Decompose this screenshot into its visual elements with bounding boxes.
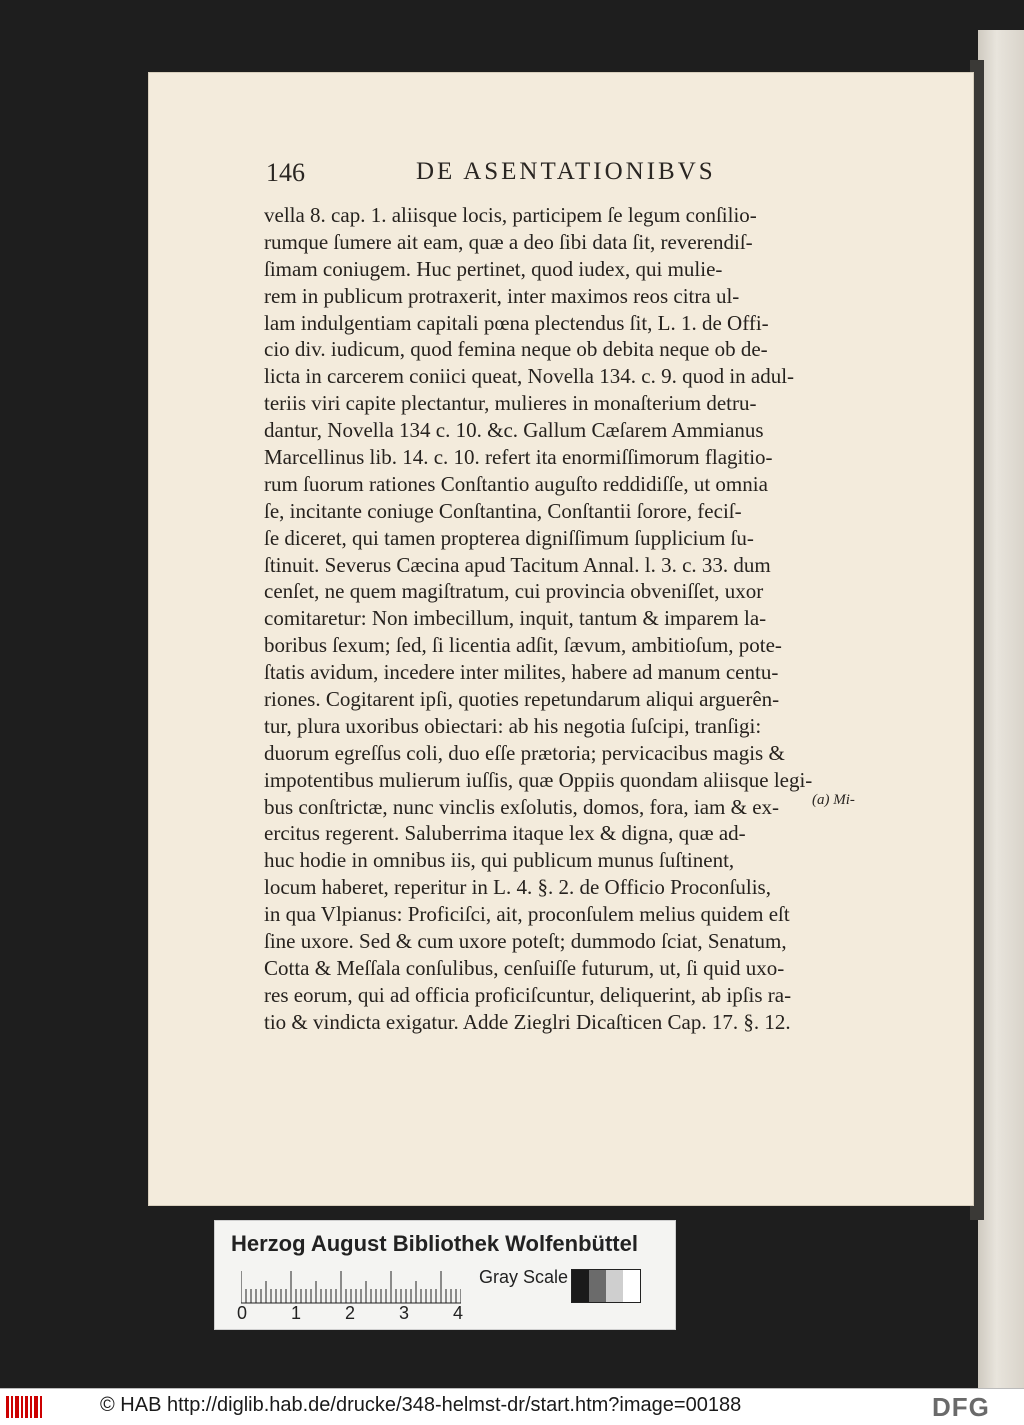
footer-bar [0, 1388, 1024, 1425]
text-line: ſe, incitante coniuge Conſtantina, Conſtantii ſorore, feciſ- [264, 498, 742, 523]
text-line: teriis viri capite plectantur, mulieres in monaſterium detru- [264, 391, 757, 416]
ruler-digit: 4 [453, 1303, 464, 1323]
catchword: (a) Mi- [812, 792, 855, 808]
barcode-icon [6, 1396, 46, 1418]
adjacent-page-edge [978, 30, 1024, 1388]
text-line: Cotta & Meſſala conſulibus, cenſuiſſe futurum, ut, ſi quid uxo- [264, 955, 785, 980]
text-line: rum ſuorum rationes Conſtantio auguſto reddidiſſe, ut omnia [264, 471, 768, 496]
book-page [148, 72, 974, 1206]
running-title: DE ASENTATIONIBVS [416, 158, 716, 185]
text-line: lam indulgentiam capitali pœna plectendus ſit, L. 1. de Offi- [264, 310, 769, 335]
text-line: ercitus regerent. Saluberrima itaque lex & digna, quæ ad- [264, 821, 746, 846]
text-line: huc hodie in omnibus iis, qui publicum munus ſuſtinent, [264, 848, 735, 873]
text-line: ſe diceret, qui tamen propterea digniſſimum ſupplicium ſu- [264, 525, 754, 550]
text-line: cio div. iudicum, quod femina neque ob debita neque ob de- [264, 337, 768, 362]
text-line: comitaretur: Non imbecillum, inquit, tantum & imparem la- [264, 606, 767, 631]
source-url-link[interactable]: © HAB http://diglib.hab.de/drucke/348-helmst-dr/start.htm?image=00188 [100, 1394, 742, 1416]
text-line: res eorum, qui ad officia proficiſcuntur, deliquerint, ab ipſis ra- [264, 982, 792, 1007]
text-line: tur, plura uxoribus obiectari: ab his negotia ſuſcipi, tranſigi: [264, 713, 762, 738]
text-line: locum haberet, reperitur in L. 4. §. 2. de Officio Proconſulis, [264, 875, 771, 900]
text-line: bus conſtrictæ, nunc vinclis exſolutis, domos, fora, iam & ex- [264, 794, 780, 819]
text-line: impotentibus mulierum iuſſis, quæ Oppiis quondam aliisque legi- [264, 767, 813, 792]
text-line: rumque ſumere ait eam, quæ a deo ſibi data ſit, reverendiſ- [264, 229, 753, 254]
gray-scale-swatch [571, 1269, 641, 1303]
library-name: Herzog August Bibliothek Wolfenbüttel [231, 1231, 638, 1256]
text-line: in qua Vlpianus: Proficiſci, ait, proconſulem melius quidem eſt [264, 902, 790, 927]
text-line: ſtatis avidum, incedere inter milites, habere ad manum centu- [264, 660, 779, 685]
gray-swatch-cell [572, 1270, 589, 1302]
text-line: Marcellinus lib. 14. c. 10. refert ita enormiſſimorum flagitio- [264, 445, 773, 470]
ruler-digit: 0 [237, 1303, 248, 1323]
text-line: licta in carcerem coniici queat, Novella 134. c. 9. quod in adul- [264, 364, 795, 389]
text-line: ſimam coniugem. Huc pertinet, quod iudex, qui mulie- [264, 256, 723, 281]
ruler-scale [241, 1269, 461, 1305]
running-head [266, 158, 876, 194]
ruler-digit: 1 [291, 1303, 302, 1323]
text-line: riones. Cogitarent ipſi, quoties repetundarum aliqui arguerên- [264, 687, 780, 712]
gray-scale-label: Gray Scale [479, 1267, 569, 1287]
text-line: duorum egreſſus coli, duo eſſe prætoria; pervicacibus magis & [264, 740, 785, 765]
text-line: ſine uxore. Sed & cum uxore poteſt; dummodo ſciat, Senatum, [264, 929, 787, 954]
text-line: rem in publicum protraxerit, inter maximos reos citra ul- [264, 283, 740, 308]
text-line: dantur, Novella 134 c. 10. &c. Gallum Cæſarem Ammianus [264, 418, 764, 443]
ruler-digit: 3 [399, 1303, 410, 1323]
dfg-logo: DFG [932, 1392, 990, 1422]
color-calibration-bar [214, 1220, 676, 1330]
text-line: cenſet, ne quem magiſtratum, cui provincia obveniſſet, uxor [264, 579, 764, 604]
page-number: 146 [266, 158, 305, 187]
text-line: ſtinuit. Severus Cæcina apud Tacitum Annal. l. 3. c. 33. dum [264, 552, 771, 577]
ruler-digit: 2 [345, 1303, 356, 1323]
gray-swatch-cell [606, 1270, 623, 1302]
ruler-digits [237, 1303, 477, 1325]
text-line: boribus ſexum; ſed, ſi licentia adſit, ſævum, ambitioſum, pote- [264, 633, 782, 658]
text-line: tio & vindicta exigatur. Adde Zieglri Dicaſticen Cap. 17. §. 12. [264, 1009, 791, 1034]
body-text [264, 202, 864, 1036]
gray-swatch-cell [623, 1270, 640, 1302]
text-line: vella 8. cap. 1. aliisque locis, participem ſe legum conſilio- [264, 203, 757, 227]
gray-swatch-cell [589, 1270, 606, 1302]
